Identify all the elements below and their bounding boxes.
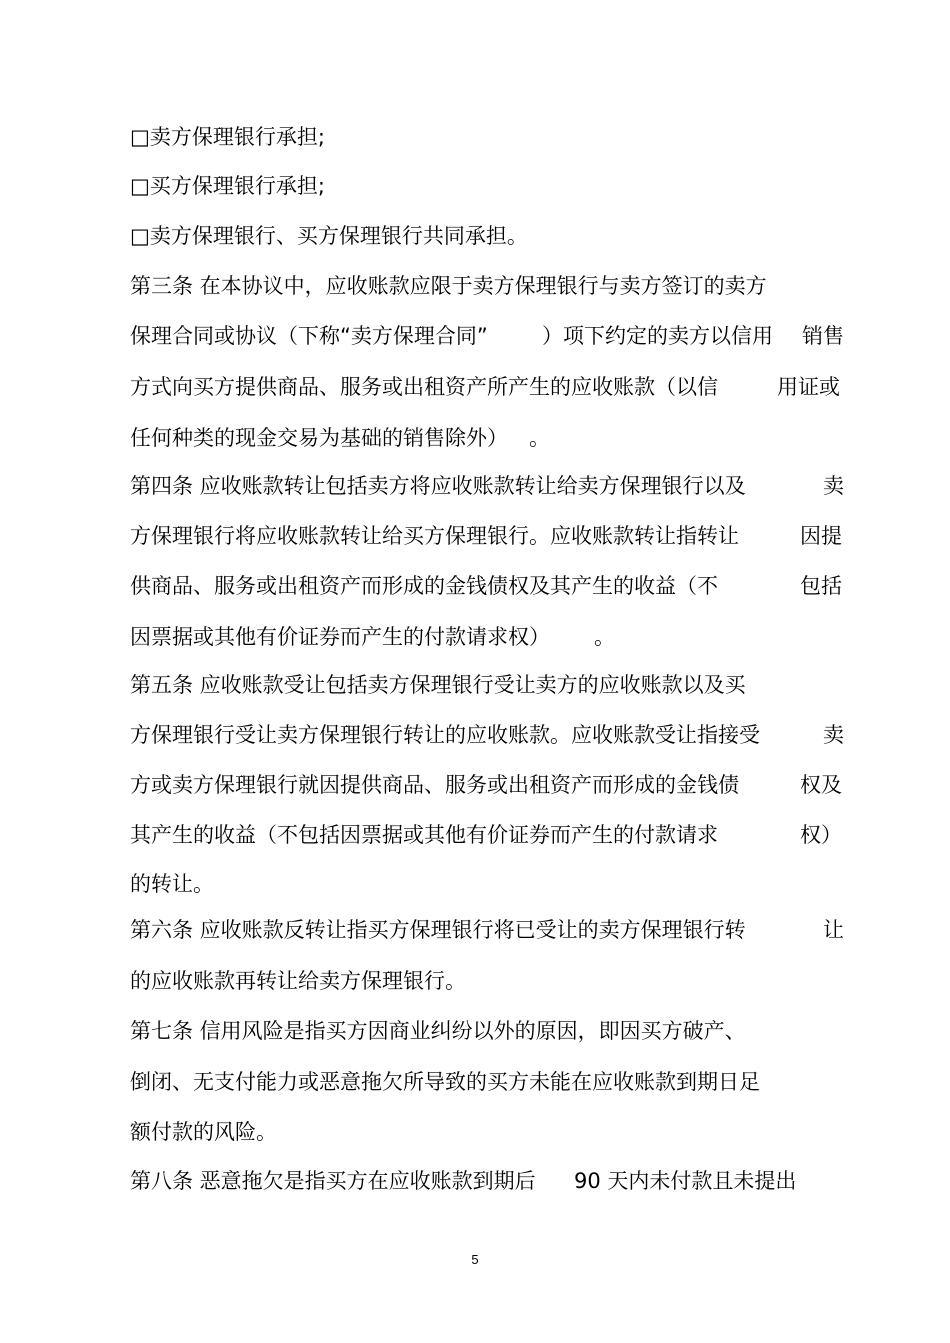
article-8-line-1: [130, 1167, 797, 1195]
text-segment: 权）: [800, 823, 842, 847]
text-segment: 销售: [802, 324, 844, 348]
page-number: 5: [471, 1252, 479, 1267]
text-segment: 第八条 恶意拖欠是指买方在应收账款到期后: [130, 1169, 536, 1193]
text-segment: 任何种类的现金交易为基础的销售除外）: [130, 426, 508, 450]
text-segment: 。: [594, 625, 615, 649]
text-segment: 因票据或其他有价证券而产生的付款请求权）: [130, 625, 550, 649]
article-6-line-2: 的应收账款再转让给卖方保理银行。: [130, 969, 466, 993]
text-segment: 因提: [800, 524, 842, 548]
text-segment: 方保理银行将应收账款转让给买方保理银行。应收账款转让指转让: [130, 524, 739, 548]
article-4-line-4: [130, 623, 615, 651]
text-segment: 。: [529, 426, 550, 450]
article-5-line-5: 的转让。: [130, 872, 214, 896]
text-segment: 权及: [800, 773, 842, 797]
article-7-line-2: 倒闭、无支付能力或恶意拖欠所导致的买方未能在应收账款到期日足: [130, 1070, 760, 1094]
article-4-line-2: [130, 522, 842, 550]
text-segment: 用证或: [777, 375, 840, 399]
article-7-line-3: 额付款的风险。: [130, 1120, 277, 1144]
text-segment: 90 天内未付款且未提出: [574, 1169, 797, 1193]
article-4-line-3: [130, 572, 842, 600]
article-5-line-1: 第五条 应收账款受让包括卖方保理银行受让卖方的应收账款以及买: [130, 673, 746, 697]
text-segment: 第六条 应收账款反转让指买方保理银行将已受让的卖方保理银行转: [130, 918, 746, 942]
text-segment: 方或卖方保理银行就因提供商品、服务或出租资产而形成的金钱债: [130, 773, 739, 797]
text-segment: 第四条 应收账款转让包括卖方将应收账款转让给卖方保理银行以及: [130, 474, 746, 498]
article-7-line-1: 第七条 信用风险是指买方因商业纠纷以外的原因，即因买方破产、: [130, 1019, 746, 1043]
article-6-line-1: [130, 916, 844, 944]
text-segment: 方式向买方提供商品、服务或出租资产所产生的应收账款（以信: [130, 375, 718, 399]
option-both-banks: □卖方保理银行、买方保理银行共同承担。: [130, 224, 528, 248]
option-buyer-bank: □买方保理银行承担;: [130, 174, 325, 198]
text-segment: ）项下约定的卖方以信用: [542, 324, 773, 348]
text-segment: 卖: [823, 474, 844, 498]
article-4-line-1: [130, 472, 844, 500]
article-5-line-3: [130, 771, 842, 799]
article-3-line-4: [130, 424, 550, 452]
article-5-line-2: [130, 721, 844, 749]
text-segment: 其产生的收益（不包括因票据或其他有价证券而产生的付款请求: [130, 823, 718, 847]
text-segment: 方保理银行受让卖方保理银行转让的应收账款。应收账款受让指接受: [130, 723, 760, 747]
article-3-line-3: [130, 373, 840, 401]
article-3-line-2: [130, 322, 844, 350]
article-3-line-1: 第三条 在本协议中，应收账款应限于卖方保理银行与卖方签订的卖方: [130, 274, 767, 298]
text-segment: 让: [823, 918, 844, 942]
text-segment: 供商品、服务或出租资产而形成的金钱债权及其产生的收益（不: [130, 574, 718, 598]
text-segment: 卖: [823, 723, 844, 747]
option-seller-bank: □卖方保理银行承担;: [130, 125, 325, 149]
article-5-line-4: [130, 821, 842, 849]
text-segment: 包括: [800, 574, 842, 598]
text-segment: 保理合同或协议（下称“卖方保理合同”: [130, 324, 488, 348]
